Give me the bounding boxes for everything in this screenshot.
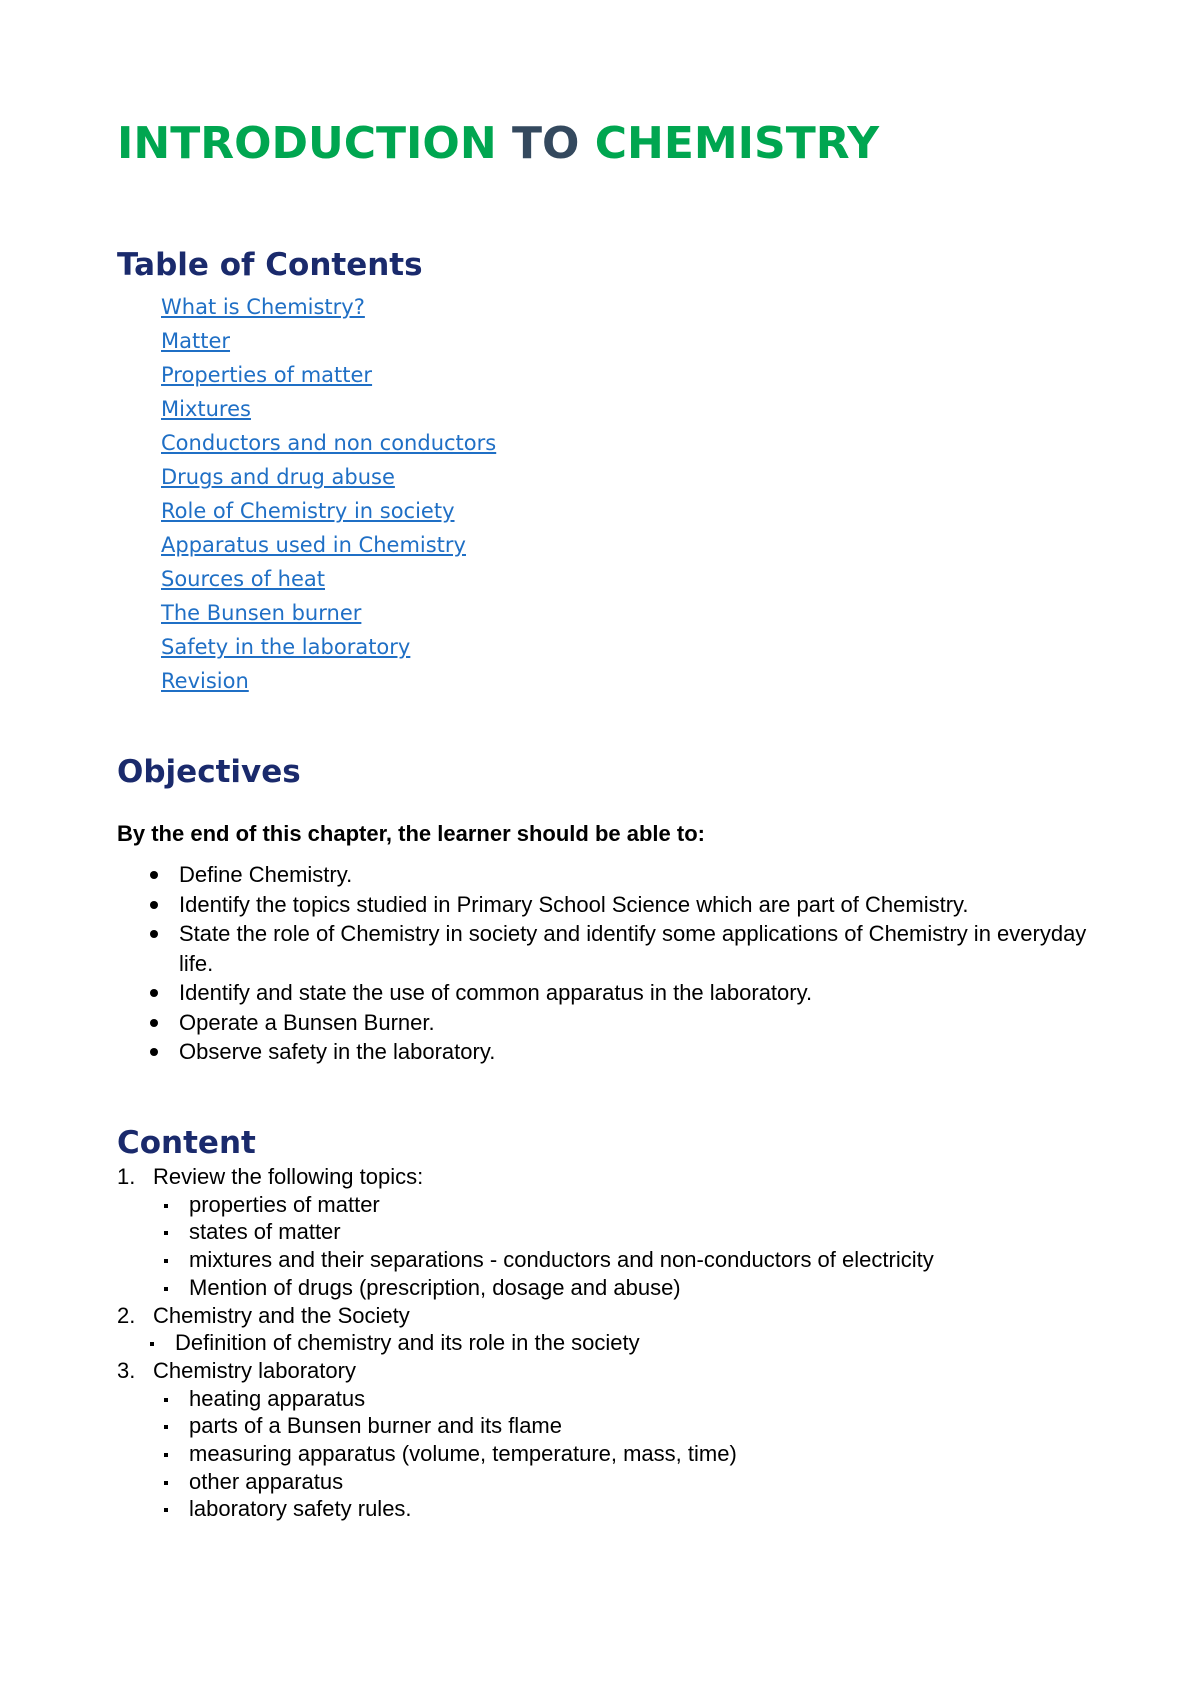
content-sublist	[146, 1329, 1117, 1357]
objectives-heading: Objectives	[117, 754, 301, 790]
toc-item	[161, 290, 496, 324]
toc-link-sources-of-heat[interactable]: Sources of heat	[161, 567, 325, 591]
objective-item: Identify and state the use of common apparatus in the laboratory.	[179, 978, 1109, 1008]
toc-link-properties-of-matter[interactable]: Properties of matter	[161, 363, 373, 387]
toc-item	[161, 528, 496, 562]
objective-item: State the role of Chemistry in society and identify some applications of Chemistry in everyday life.	[179, 919, 1109, 978]
toc-item	[161, 596, 496, 630]
content-item-text: Chemistry and the Society	[153, 1302, 410, 1328]
toc-link-revision[interactable]: Revision	[161, 669, 249, 693]
content-subitem: measuring apparatus (volume, temperature, mass, time)	[153, 1440, 1117, 1468]
title-part-chemistry: CHEMISTRY	[579, 118, 880, 169]
toc-link-what-is-chemistry[interactable]: What is Chemistry?	[161, 295, 365, 319]
table-of-contents	[161, 290, 496, 698]
toc-link-mixtures[interactable]: Mixtures	[161, 397, 251, 421]
objective-item: Operate a Bunsen Burner.	[179, 1008, 1109, 1038]
toc-link-drugs[interactable]: Drugs and drug abuse	[161, 465, 395, 489]
content-subitem: Definition of chemistry and its role in the society	[146, 1329, 1117, 1357]
content-list	[117, 1163, 1117, 1523]
toc-item	[161, 358, 496, 392]
toc-item	[161, 324, 496, 358]
content-item	[117, 1357, 1117, 1523]
toc-item	[161, 630, 496, 664]
content-item-number: 3.	[117, 1357, 136, 1383]
toc-item	[161, 460, 496, 494]
toc-link-matter[interactable]: Matter	[161, 329, 231, 353]
content-sublist	[153, 1385, 1117, 1524]
content-heading: Content	[117, 1125, 256, 1161]
title-part-to: TO	[511, 118, 580, 169]
content-item-text: Chemistry laboratory	[153, 1357, 356, 1383]
content-item-number: 1.	[117, 1164, 136, 1189]
content-subitem: Mention of drugs (prescription, dosage and abuse)	[153, 1274, 1117, 1302]
objective-item: Identify the topics studied in Primary School Science which are part of Chemistry.	[179, 890, 1109, 920]
toc-item	[161, 664, 496, 698]
content-subitem: properties of matter	[153, 1191, 1117, 1219]
content-item	[117, 1163, 1117, 1302]
toc-link-role-of-chemistry[interactable]: Role of Chemistry in society	[161, 499, 455, 523]
objective-item: Define Chemistry.	[179, 860, 1109, 890]
content-item	[117, 1302, 1117, 1357]
toc-link-safety[interactable]: Safety in the laboratory	[161, 635, 411, 659]
content-item-number: 2.	[117, 1302, 136, 1328]
objective-item: Observe safety in the laboratory.	[179, 1037, 1109, 1067]
objectives-list	[179, 860, 1109, 1067]
content-subitem: heating apparatus	[153, 1385, 1117, 1413]
content-subitem: laboratory safety rules.	[153, 1495, 1117, 1523]
toc-link-conductors[interactable]: Conductors and non conductors	[161, 431, 497, 455]
toc-link-bunsen-burner[interactable]: The Bunsen burner	[161, 601, 362, 625]
content-item-text: Review the following topics:	[153, 1164, 424, 1189]
toc-heading: Table of Contents	[117, 247, 423, 283]
content-subitem: states of matter	[153, 1218, 1117, 1246]
title-part-introduction: INTRODUCTION	[117, 118, 512, 169]
toc-item	[161, 494, 496, 528]
toc-link-apparatus[interactable]: Apparatus used in Chemistry	[161, 533, 466, 557]
content-sublist	[153, 1191, 1117, 1302]
page-title	[117, 114, 879, 174]
toc-item	[161, 562, 496, 596]
content-subitem: mixtures and their separations - conductors and non-conductors of electricity	[153, 1246, 1117, 1274]
content-subitem: other apparatus	[153, 1468, 1117, 1496]
toc-item	[161, 426, 496, 460]
content-subitem: parts of a Bunsen burner and its flame	[153, 1412, 1117, 1440]
toc-item	[161, 392, 496, 426]
objectives-intro: By the end of this chapter, the learner should be able to:	[117, 821, 705, 846]
